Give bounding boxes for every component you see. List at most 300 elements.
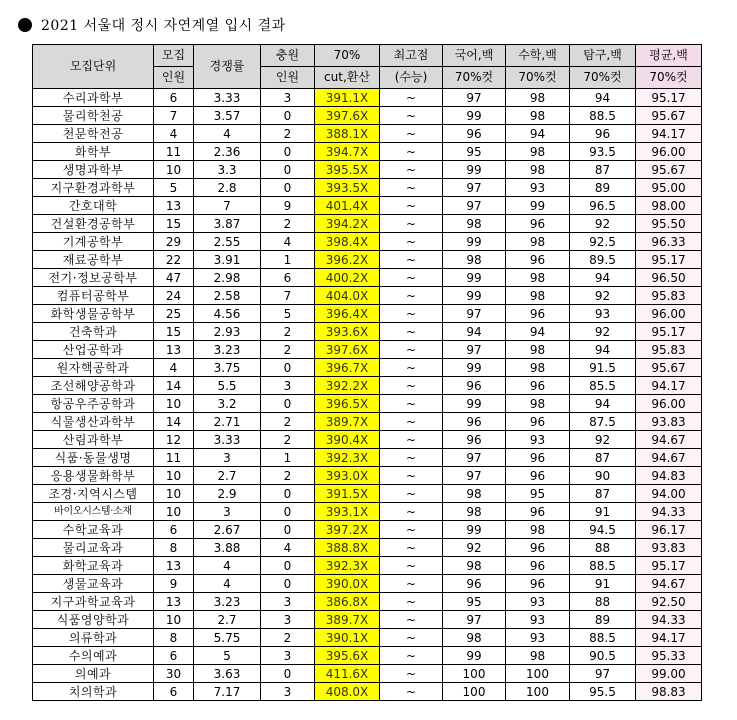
cell-inquiry: 97 <box>570 665 636 683</box>
cell-highest: ~ <box>380 539 443 557</box>
cell-highest: ~ <box>380 629 443 647</box>
cell-recruit: 6 <box>154 89 194 107</box>
header-korean-line2: 70%컷 <box>443 67 506 89</box>
cell-competition: 3.88 <box>194 539 261 557</box>
table-row <box>33 413 702 431</box>
cell-additional: 2 <box>261 125 315 143</box>
cell-competition: 2.93 <box>194 323 261 341</box>
cell-competition: 7 <box>194 197 261 215</box>
cell-cut: 411.6X <box>315 665 380 683</box>
cell-additional: 9 <box>261 197 315 215</box>
cell-korean: 95 <box>443 143 506 161</box>
cell-unit: 지구환경과학부 <box>33 179 154 197</box>
cell-cut: 392.2X <box>315 377 380 395</box>
header-average-line2: 70%컷 <box>636 67 702 89</box>
table-row <box>33 215 702 233</box>
cell-highest: ~ <box>380 233 443 251</box>
cell-korean: 97 <box>443 305 506 323</box>
cell-unit: 화학교육과 <box>33 557 154 575</box>
cell-unit: 생물교육과 <box>33 575 154 593</box>
cell-average: 95.17 <box>636 89 702 107</box>
cell-average: 95.50 <box>636 215 702 233</box>
cell-korean: 94 <box>443 323 506 341</box>
cell-unit: 천문학전공 <box>33 125 154 143</box>
cell-highest: ~ <box>380 485 443 503</box>
cell-additional: 4 <box>261 539 315 557</box>
cell-unit: 조경·지역시스템 <box>33 485 154 503</box>
cell-math: 98 <box>506 233 570 251</box>
table-row <box>33 233 702 251</box>
cell-competition: 3.33 <box>194 431 261 449</box>
cell-additional: 3 <box>261 593 315 611</box>
cell-math: 93 <box>506 593 570 611</box>
cell-korean: 97 <box>443 341 506 359</box>
table-row <box>33 647 702 665</box>
cell-recruit: 10 <box>154 395 194 413</box>
cell-korean: 99 <box>443 107 506 125</box>
cell-korean: 97 <box>443 449 506 467</box>
cell-unit: 기계공학부 <box>33 233 154 251</box>
cell-cut: 401.4X <box>315 197 380 215</box>
cell-unit: 수의예과 <box>33 647 154 665</box>
cell-cut: 388.1X <box>315 125 380 143</box>
cell-unit: 건축학과 <box>33 323 154 341</box>
cell-korean: 98 <box>443 557 506 575</box>
cell-additional: 0 <box>261 161 315 179</box>
cell-highest: ~ <box>380 575 443 593</box>
table-row <box>33 161 702 179</box>
cell-recruit: 13 <box>154 593 194 611</box>
cell-unit: 컴퓨터공학부 <box>33 287 154 305</box>
cell-cut: 392.3X <box>315 449 380 467</box>
cell-additional: 3 <box>261 683 315 701</box>
cell-recruit: 6 <box>154 683 194 701</box>
cell-unit: 화학생물공학부 <box>33 305 154 323</box>
cell-cut: 390.0X <box>315 575 380 593</box>
cell-cut: 392.3X <box>315 557 380 575</box>
cell-additional: 3 <box>261 611 315 629</box>
cell-korean: 95 <box>443 593 506 611</box>
cell-average: 95.67 <box>636 107 702 125</box>
cell-math: 96 <box>506 557 570 575</box>
cell-math: 93 <box>506 431 570 449</box>
cell-math: 93 <box>506 179 570 197</box>
cell-additional: 0 <box>261 665 315 683</box>
cell-additional: 2 <box>261 413 315 431</box>
cell-competition: 3.23 <box>194 593 261 611</box>
cell-math: 93 <box>506 629 570 647</box>
cell-inquiry: 89.5 <box>570 251 636 269</box>
admission-results-table <box>32 44 702 701</box>
cell-additional: 2 <box>261 215 315 233</box>
cell-korean: 99 <box>443 269 506 287</box>
cell-competition: 2.71 <box>194 413 261 431</box>
cell-average: 93.83 <box>636 413 702 431</box>
cell-cut: 393.1X <box>315 503 380 521</box>
table-row <box>33 395 702 413</box>
cell-highest: ~ <box>380 161 443 179</box>
cell-inquiry: 96 <box>570 125 636 143</box>
cell-competition: 5 <box>194 647 261 665</box>
cell-cut: 389.7X <box>315 413 380 431</box>
cell-competition: 2.8 <box>194 179 261 197</box>
cell-inquiry: 92 <box>570 215 636 233</box>
cell-cut: 408.0X <box>315 683 380 701</box>
header-additional-line2: 인원 <box>261 67 315 89</box>
cell-unit: 간호대학 <box>33 197 154 215</box>
cell-unit: 의류학과 <box>33 629 154 647</box>
cell-competition: 4 <box>194 125 261 143</box>
cell-highest: ~ <box>380 305 443 323</box>
cell-inquiry: 90.5 <box>570 647 636 665</box>
cell-korean: 99 <box>443 359 506 377</box>
cell-inquiry: 88.5 <box>570 629 636 647</box>
cell-highest: ~ <box>380 395 443 413</box>
cell-average: 95.17 <box>636 323 702 341</box>
header-recruit-line2: 인원 <box>154 67 194 89</box>
cell-cut: 390.4X <box>315 431 380 449</box>
cell-highest: ~ <box>380 359 443 377</box>
table-row <box>33 305 702 323</box>
table-row <box>33 629 702 647</box>
cell-competition: 3.33 <box>194 89 261 107</box>
cell-recruit: 11 <box>154 449 194 467</box>
cell-unit: 산업공학과 <box>33 341 154 359</box>
cell-average: 95.83 <box>636 341 702 359</box>
cell-competition: 3 <box>194 503 261 521</box>
cell-additional: 2 <box>261 467 315 485</box>
cell-recruit: 6 <box>154 647 194 665</box>
cell-additional: 5 <box>261 305 315 323</box>
cell-math: 94 <box>506 323 570 341</box>
cell-cut: 388.8X <box>315 539 380 557</box>
cell-average: 94.67 <box>636 449 702 467</box>
cell-average: 99.00 <box>636 665 702 683</box>
cell-korean: 99 <box>443 161 506 179</box>
table-row <box>33 485 702 503</box>
header-cut-line2: cut,환산 <box>315 67 380 89</box>
cell-math: 100 <box>506 665 570 683</box>
cell-unit: 물리학천공 <box>33 107 154 125</box>
cell-competition: 3.87 <box>194 215 261 233</box>
cell-cut: 396.4X <box>315 305 380 323</box>
cell-recruit: 8 <box>154 539 194 557</box>
cell-highest: ~ <box>380 143 443 161</box>
cell-inquiry: 94 <box>570 269 636 287</box>
cell-math: 96 <box>506 377 570 395</box>
cell-inquiry: 92 <box>570 287 636 305</box>
cell-competition: 2.67 <box>194 521 261 539</box>
cell-unit: 의예과 <box>33 665 154 683</box>
cell-average: 94.17 <box>636 125 702 143</box>
cell-recruit: 30 <box>154 665 194 683</box>
cell-korean: 96 <box>443 377 506 395</box>
cell-math: 98 <box>506 269 570 287</box>
cell-inquiry: 94 <box>570 341 636 359</box>
cell-average: 95.67 <box>636 359 702 377</box>
cell-korean: 96 <box>443 431 506 449</box>
cell-inquiry: 94.5 <box>570 521 636 539</box>
cell-competition: 4.56 <box>194 305 261 323</box>
cell-average: 96.33 <box>636 233 702 251</box>
table-row <box>33 269 702 287</box>
cell-korean: 98 <box>443 215 506 233</box>
table-row <box>33 593 702 611</box>
cell-additional: 0 <box>261 521 315 539</box>
cell-math: 98 <box>506 521 570 539</box>
cell-math: 98 <box>506 161 570 179</box>
cell-additional: 0 <box>261 143 315 161</box>
cell-math: 99 <box>506 197 570 215</box>
cell-average: 92.50 <box>636 593 702 611</box>
cell-inquiry: 96.5 <box>570 197 636 215</box>
cell-math: 93 <box>506 611 570 629</box>
cell-additional: 0 <box>261 575 315 593</box>
cell-average: 98.00 <box>636 197 702 215</box>
cell-cut: 396.2X <box>315 251 380 269</box>
table-row <box>33 575 702 593</box>
table-row <box>33 683 702 701</box>
cell-competition: 2.55 <box>194 233 261 251</box>
cell-math: 98 <box>506 287 570 305</box>
header-math-line2: 70%컷 <box>506 67 570 89</box>
cell-korean: 96 <box>443 125 506 143</box>
table-row <box>33 377 702 395</box>
cell-recruit: 12 <box>154 431 194 449</box>
cell-additional: 3 <box>261 647 315 665</box>
cell-additional: 0 <box>261 557 315 575</box>
cell-recruit: 10 <box>154 467 194 485</box>
cell-additional: 3 <box>261 89 315 107</box>
cell-math: 100 <box>506 683 570 701</box>
cell-inquiry: 87.5 <box>570 413 636 431</box>
cell-highest: ~ <box>380 467 443 485</box>
cell-cut: 390.1X <box>315 629 380 647</box>
cell-unit: 식물생산과학부 <box>33 413 154 431</box>
header-competition: 경쟁률 <box>194 45 261 89</box>
cell-cut: 393.5X <box>315 179 380 197</box>
cell-korean: 100 <box>443 683 506 701</box>
cell-additional: 2 <box>261 341 315 359</box>
cell-math: 96 <box>506 449 570 467</box>
cell-recruit: 14 <box>154 377 194 395</box>
cell-average: 95.67 <box>636 161 702 179</box>
cell-korean: 97 <box>443 89 506 107</box>
cell-inquiry: 88 <box>570 593 636 611</box>
cell-average: 94.17 <box>636 629 702 647</box>
cell-unit: 수학교육과 <box>33 521 154 539</box>
table-row <box>33 503 702 521</box>
cell-competition: 3.63 <box>194 665 261 683</box>
cell-unit: 재료공학부 <box>33 251 154 269</box>
cell-recruit: 13 <box>154 557 194 575</box>
cell-korean: 96 <box>443 413 506 431</box>
cell-additional: 0 <box>261 359 315 377</box>
cell-cut: 397.6X <box>315 107 380 125</box>
cell-highest: ~ <box>380 431 443 449</box>
cell-math: 98 <box>506 89 570 107</box>
table-row <box>33 179 702 197</box>
header-unit: 모집단위 <box>33 45 154 89</box>
cell-inquiry: 94 <box>570 395 636 413</box>
cell-recruit: 15 <box>154 215 194 233</box>
cell-recruit: 24 <box>154 287 194 305</box>
cell-math: 96 <box>506 305 570 323</box>
cell-recruit: 25 <box>154 305 194 323</box>
cell-average: 94.17 <box>636 377 702 395</box>
cell-average: 96.17 <box>636 521 702 539</box>
cell-average: 95.33 <box>636 647 702 665</box>
cell-average: 94.00 <box>636 485 702 503</box>
cell-inquiry: 91 <box>570 503 636 521</box>
header-row-1 <box>33 45 702 67</box>
table-body <box>33 89 702 701</box>
cell-highest: ~ <box>380 647 443 665</box>
cell-cut: 404.0X <box>315 287 380 305</box>
cell-highest: ~ <box>380 269 443 287</box>
cell-inquiry: 92 <box>570 431 636 449</box>
cell-additional: 0 <box>261 179 315 197</box>
table-row <box>33 449 702 467</box>
cell-highest: ~ <box>380 179 443 197</box>
cell-unit: 항공우주공학과 <box>33 395 154 413</box>
cell-additional: 0 <box>261 107 315 125</box>
cell-inquiry: 87 <box>570 161 636 179</box>
cell-cut: 397.6X <box>315 341 380 359</box>
cell-average: 95.83 <box>636 287 702 305</box>
cell-korean: 99 <box>443 521 506 539</box>
cell-korean: 98 <box>443 485 506 503</box>
table-row <box>33 251 702 269</box>
cell-competition: 3.75 <box>194 359 261 377</box>
cell-korean: 98 <box>443 503 506 521</box>
cell-competition: 5.75 <box>194 629 261 647</box>
cell-math: 96 <box>506 539 570 557</box>
cell-recruit: 47 <box>154 269 194 287</box>
title-text: 2021 서울대 정시 자연계열 입시 결과 <box>41 18 286 34</box>
cell-competition: 3 <box>194 449 261 467</box>
cell-competition: 3.2 <box>194 395 261 413</box>
table-row <box>33 359 702 377</box>
cell-competition: 5.5 <box>194 377 261 395</box>
cell-unit: 응용생물화학부 <box>33 467 154 485</box>
cell-cut: 386.8X <box>315 593 380 611</box>
header-korean-line1: 국어,백 <box>443 45 506 67</box>
cell-cut: 397.2X <box>315 521 380 539</box>
cell-competition: 7.17 <box>194 683 261 701</box>
cell-unit: 물리교육과 <box>33 539 154 557</box>
cell-korean: 100 <box>443 665 506 683</box>
cell-recruit: 11 <box>154 143 194 161</box>
cell-additional: 4 <box>261 233 315 251</box>
table-row <box>33 125 702 143</box>
cell-highest: ~ <box>380 323 443 341</box>
cell-korean: 99 <box>443 395 506 413</box>
header-cut-line1: 70% <box>315 45 380 67</box>
cell-math: 96 <box>506 251 570 269</box>
cell-cut: 400.2X <box>315 269 380 287</box>
cell-korean: 99 <box>443 647 506 665</box>
cell-inquiry: 93 <box>570 305 636 323</box>
header-inquiry-line2: 70%컷 <box>570 67 636 89</box>
cell-inquiry: 93.5 <box>570 143 636 161</box>
cell-recruit: 13 <box>154 197 194 215</box>
cell-additional: 7 <box>261 287 315 305</box>
cell-cut: 396.5X <box>315 395 380 413</box>
cell-recruit: 7 <box>154 107 194 125</box>
cell-additional: 2 <box>261 323 315 341</box>
cell-average: 95.17 <box>636 557 702 575</box>
cell-recruit: 9 <box>154 575 194 593</box>
cell-cut: 395.6X <box>315 647 380 665</box>
cell-highest: ~ <box>380 665 443 683</box>
cell-additional: 1 <box>261 251 315 269</box>
cell-recruit: 10 <box>154 485 194 503</box>
cell-average: 94.83 <box>636 467 702 485</box>
cell-cut: 393.6X <box>315 323 380 341</box>
cell-recruit: 14 <box>154 413 194 431</box>
cell-unit: 치의학과 <box>33 683 154 701</box>
table-row <box>33 611 702 629</box>
cell-korean: 97 <box>443 197 506 215</box>
cell-math: 98 <box>506 359 570 377</box>
cell-cut: 391.1X <box>315 89 380 107</box>
header-math-line1: 수학,백 <box>506 45 570 67</box>
cell-unit: 수리과학부 <box>33 89 154 107</box>
cell-inquiry: 85.5 <box>570 377 636 395</box>
cell-unit: 건설환경공학부 <box>33 215 154 233</box>
cell-additional: 6 <box>261 269 315 287</box>
cell-average: 96.50 <box>636 269 702 287</box>
cell-highest: ~ <box>380 251 443 269</box>
cell-inquiry: 88.5 <box>570 557 636 575</box>
cell-highest: ~ <box>380 449 443 467</box>
cell-unit: 바이오시스템·소재 <box>33 503 154 521</box>
cell-recruit: 10 <box>154 503 194 521</box>
cell-cut: 394.7X <box>315 143 380 161</box>
cell-highest: ~ <box>380 377 443 395</box>
cell-inquiry: 87 <box>570 449 636 467</box>
cell-recruit: 10 <box>154 161 194 179</box>
cell-highest: ~ <box>380 215 443 233</box>
cell-cut: 398.4X <box>315 233 380 251</box>
cell-math: 96 <box>506 467 570 485</box>
cell-highest: ~ <box>380 89 443 107</box>
cell-average: 95.00 <box>636 179 702 197</box>
cell-korean: 97 <box>443 467 506 485</box>
cell-highest: ~ <box>380 125 443 143</box>
cell-math: 98 <box>506 395 570 413</box>
cell-inquiry: 95.5 <box>570 683 636 701</box>
cell-average: 98.83 <box>636 683 702 701</box>
cell-competition: 2.7 <box>194 611 261 629</box>
cell-competition: 3.91 <box>194 251 261 269</box>
cell-inquiry: 87 <box>570 485 636 503</box>
cell-unit: 생명과학부 <box>33 161 154 179</box>
cell-highest: ~ <box>380 593 443 611</box>
cell-inquiry: 94 <box>570 89 636 107</box>
cell-unit: 원자핵공학과 <box>33 359 154 377</box>
cell-math: 96 <box>506 503 570 521</box>
cell-inquiry: 91.5 <box>570 359 636 377</box>
table-row <box>33 521 702 539</box>
cell-unit: 화학부 <box>33 143 154 161</box>
cell-inquiry: 88.5 <box>570 107 636 125</box>
cell-cut: 389.7X <box>315 611 380 629</box>
cell-math: 98 <box>506 341 570 359</box>
cell-highest: ~ <box>380 287 443 305</box>
cell-competition: 2.98 <box>194 269 261 287</box>
